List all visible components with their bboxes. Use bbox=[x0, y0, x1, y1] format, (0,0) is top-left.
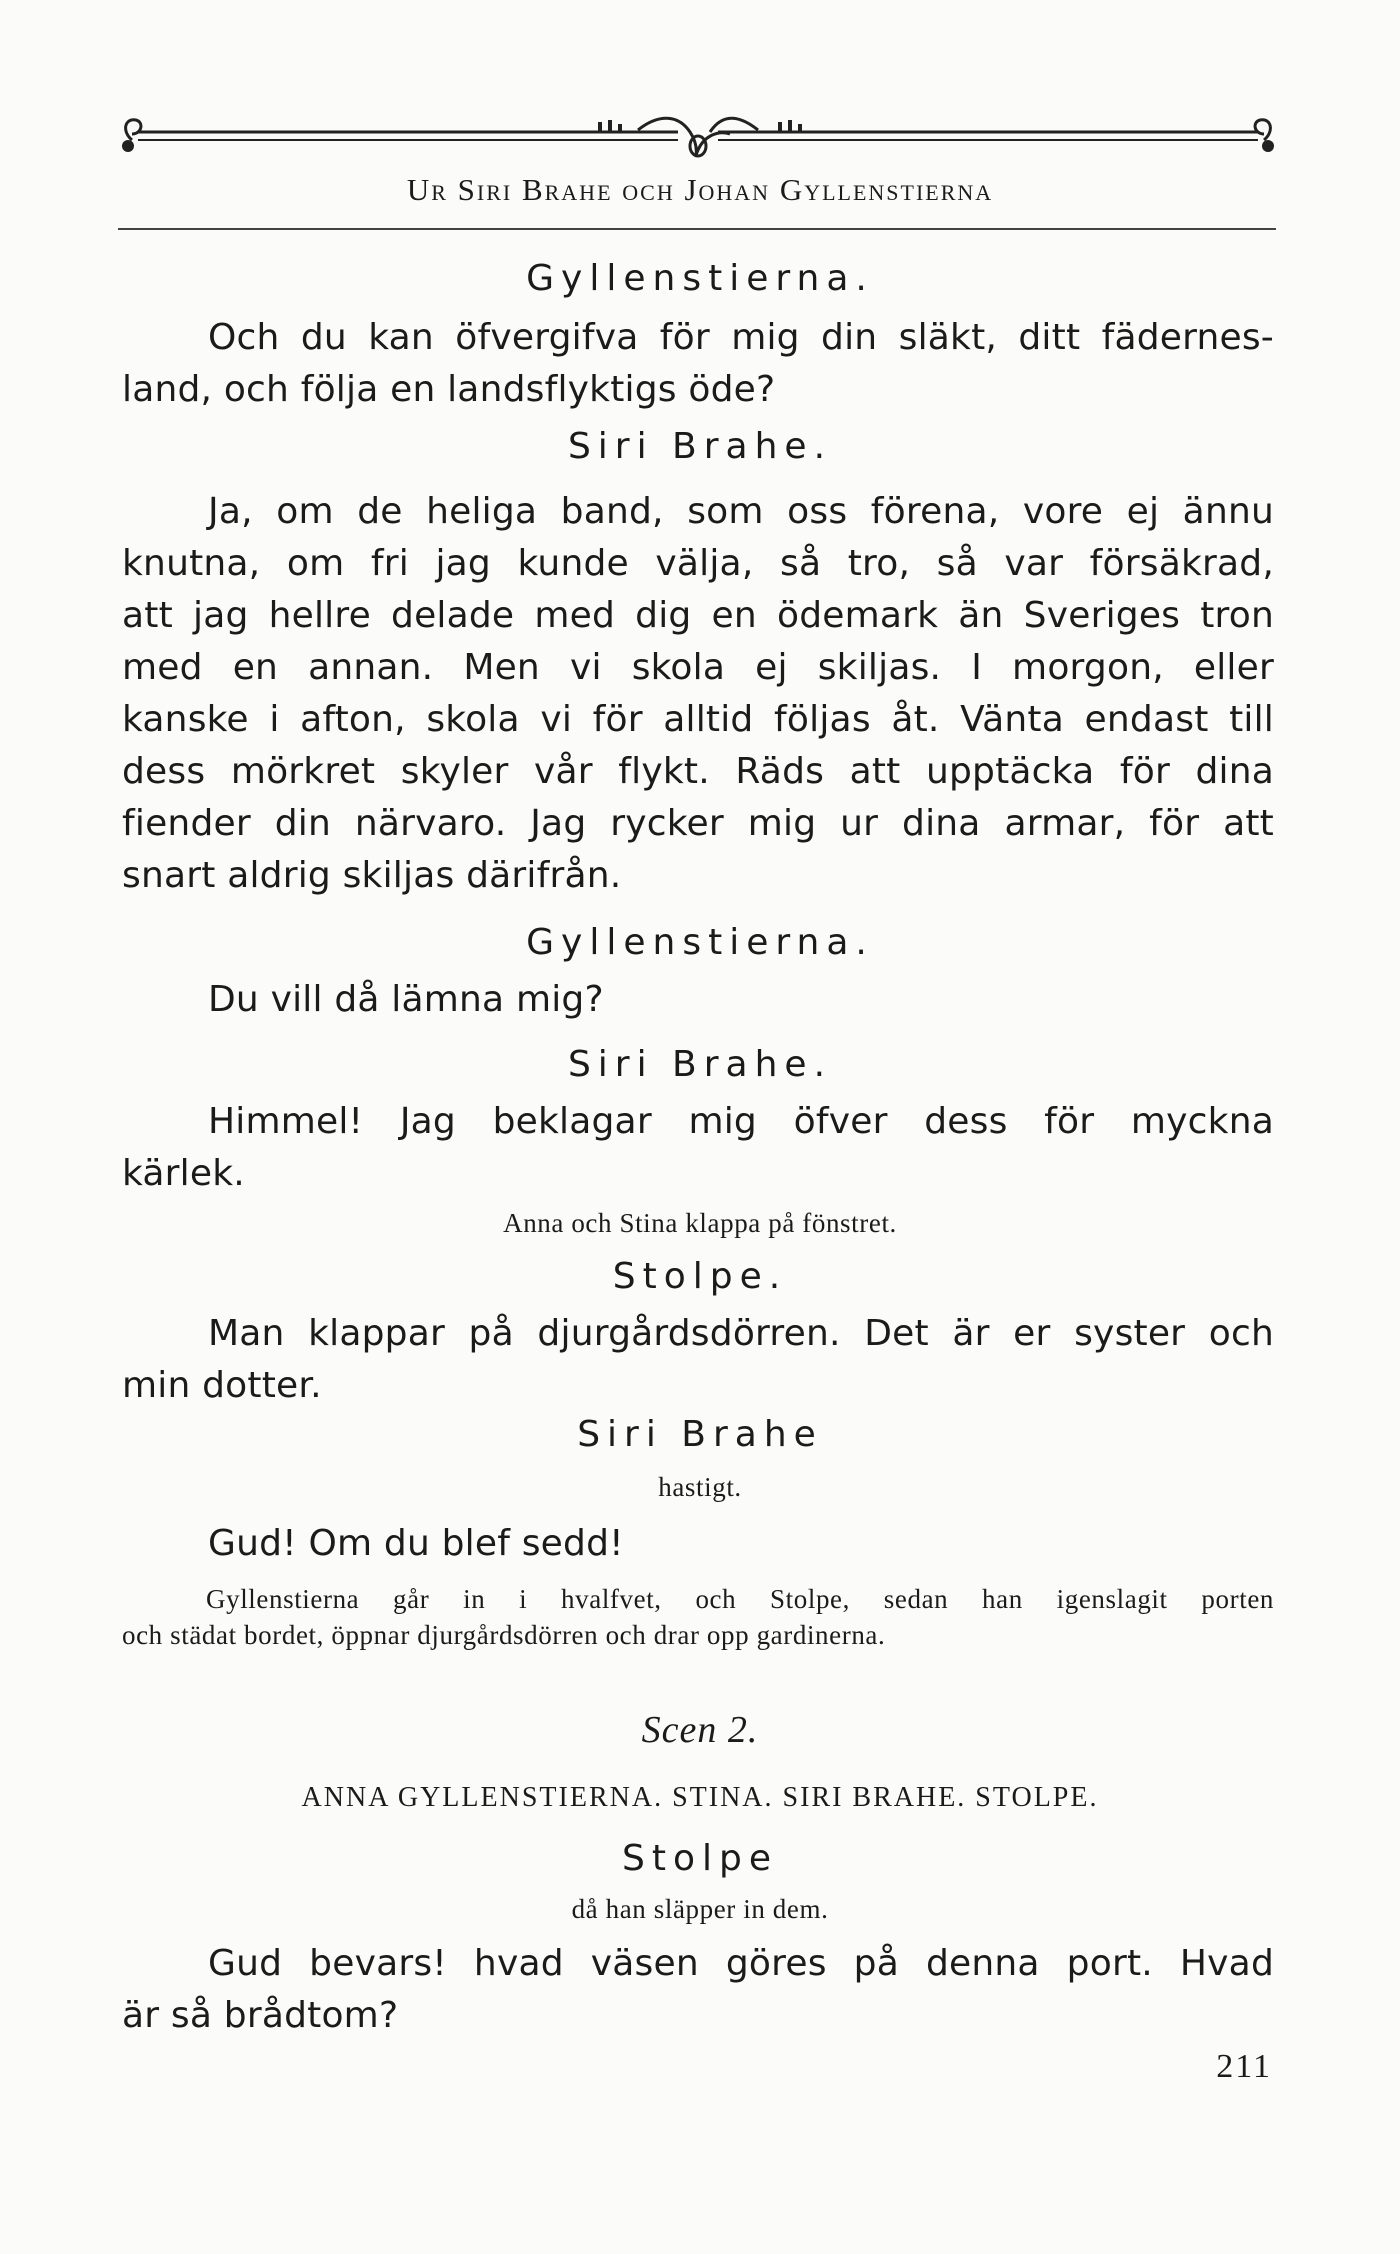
dialogue-line: Du vill då lämna mig? bbox=[208, 979, 604, 1020]
page-number: 211 bbox=[1216, 2048, 1272, 2085]
dialogue-line: knutna, om fri jag kunde välja, så tro, så var försäkrad, bbox=[122, 543, 1274, 584]
stage-direction: då han släpper in dem. bbox=[571, 1894, 829, 1924]
dialogue-line: kanske i afton, skola vi för alltid följas åt. Vänta endast till bbox=[122, 699, 1274, 740]
dialogue-line: Man klappar på djurgårdsdörren. Det är er syster och bbox=[208, 1313, 1274, 1354]
dialogue-line: dess mörkret skyler vår flykt. Räds att upptäcka för dina bbox=[122, 751, 1274, 792]
header-rule bbox=[118, 228, 1276, 230]
dialogue-line: Ja, om de heliga band, som oss förena, vore ej ännu bbox=[208, 491, 1274, 532]
speaker-siri-brahe: Siri Brahe. bbox=[567, 426, 833, 467]
speaker-siri-brahe: Siri Brahe. bbox=[567, 1044, 833, 1085]
dialogue-line: snart aldrig skiljas därifrån. bbox=[122, 855, 622, 896]
cast-list: ANNA GYLLENSTIERNA. STINA. SIRI BRAHE. STOLPE. bbox=[301, 1782, 1099, 1813]
dialogue-line: Gud! Om du blef sedd! bbox=[208, 1523, 624, 1564]
stage-direction: Gyllenstierna går in i hvalfvet, och Stolpe, sedan han igenslagit porten bbox=[206, 1584, 1274, 1614]
dialogue-line: att jag hellre delade med dig en ödemark än Sveriges tron bbox=[122, 595, 1274, 636]
dialogue-line: Himmel! Jag beklagar mig öfver dess för myckna bbox=[208, 1101, 1274, 1142]
dialogue-line: är så brådtom? bbox=[122, 1995, 399, 2036]
running-head: Ur Siri Brahe och Johan Gyllenstierna bbox=[406, 172, 994, 207]
dialogue-line: med en annan. Men vi skola ej skiljas. I morgon, eller bbox=[122, 647, 1274, 688]
stage-direction: hastigt. bbox=[658, 1472, 742, 1502]
dialogue-line: Gud bevars! hvad väsen göres på denna port. Hvad bbox=[208, 1943, 1274, 1984]
header-ornament-icon bbox=[118, 110, 1278, 170]
speaker-stolpe: Stolpe. bbox=[612, 1256, 788, 1297]
speaker-stolpe: Stolpe bbox=[622, 1838, 778, 1879]
dialogue-line: min dotter. bbox=[122, 1365, 322, 1406]
dialogue-line: fiender din närvaro. Jag rycker mig ur dina armar, för att bbox=[122, 803, 1274, 844]
speaker-gyllenstierna: Gyllenstierna. bbox=[526, 922, 874, 963]
scene-heading: Scen 2. bbox=[641, 1709, 759, 1751]
dialogue-line: kärlek. bbox=[122, 1153, 245, 1194]
speaker-gyllenstierna: Gyllenstierna. bbox=[526, 258, 874, 299]
dialogue-line: land, och följa en landsflyktigs öde? bbox=[122, 369, 776, 410]
speaker-siri-brahe: Siri Brahe bbox=[577, 1414, 823, 1455]
stage-direction: och städat bordet, öppnar djurgårdsdörren och drar opp gardinerna. bbox=[122, 1620, 886, 1650]
stage-direction: Anna och Stina klappa på fönstret. bbox=[503, 1208, 897, 1238]
dialogue-line: Och du kan öfvergifva för mig din släkt, ditt fädernes- bbox=[208, 317, 1274, 358]
